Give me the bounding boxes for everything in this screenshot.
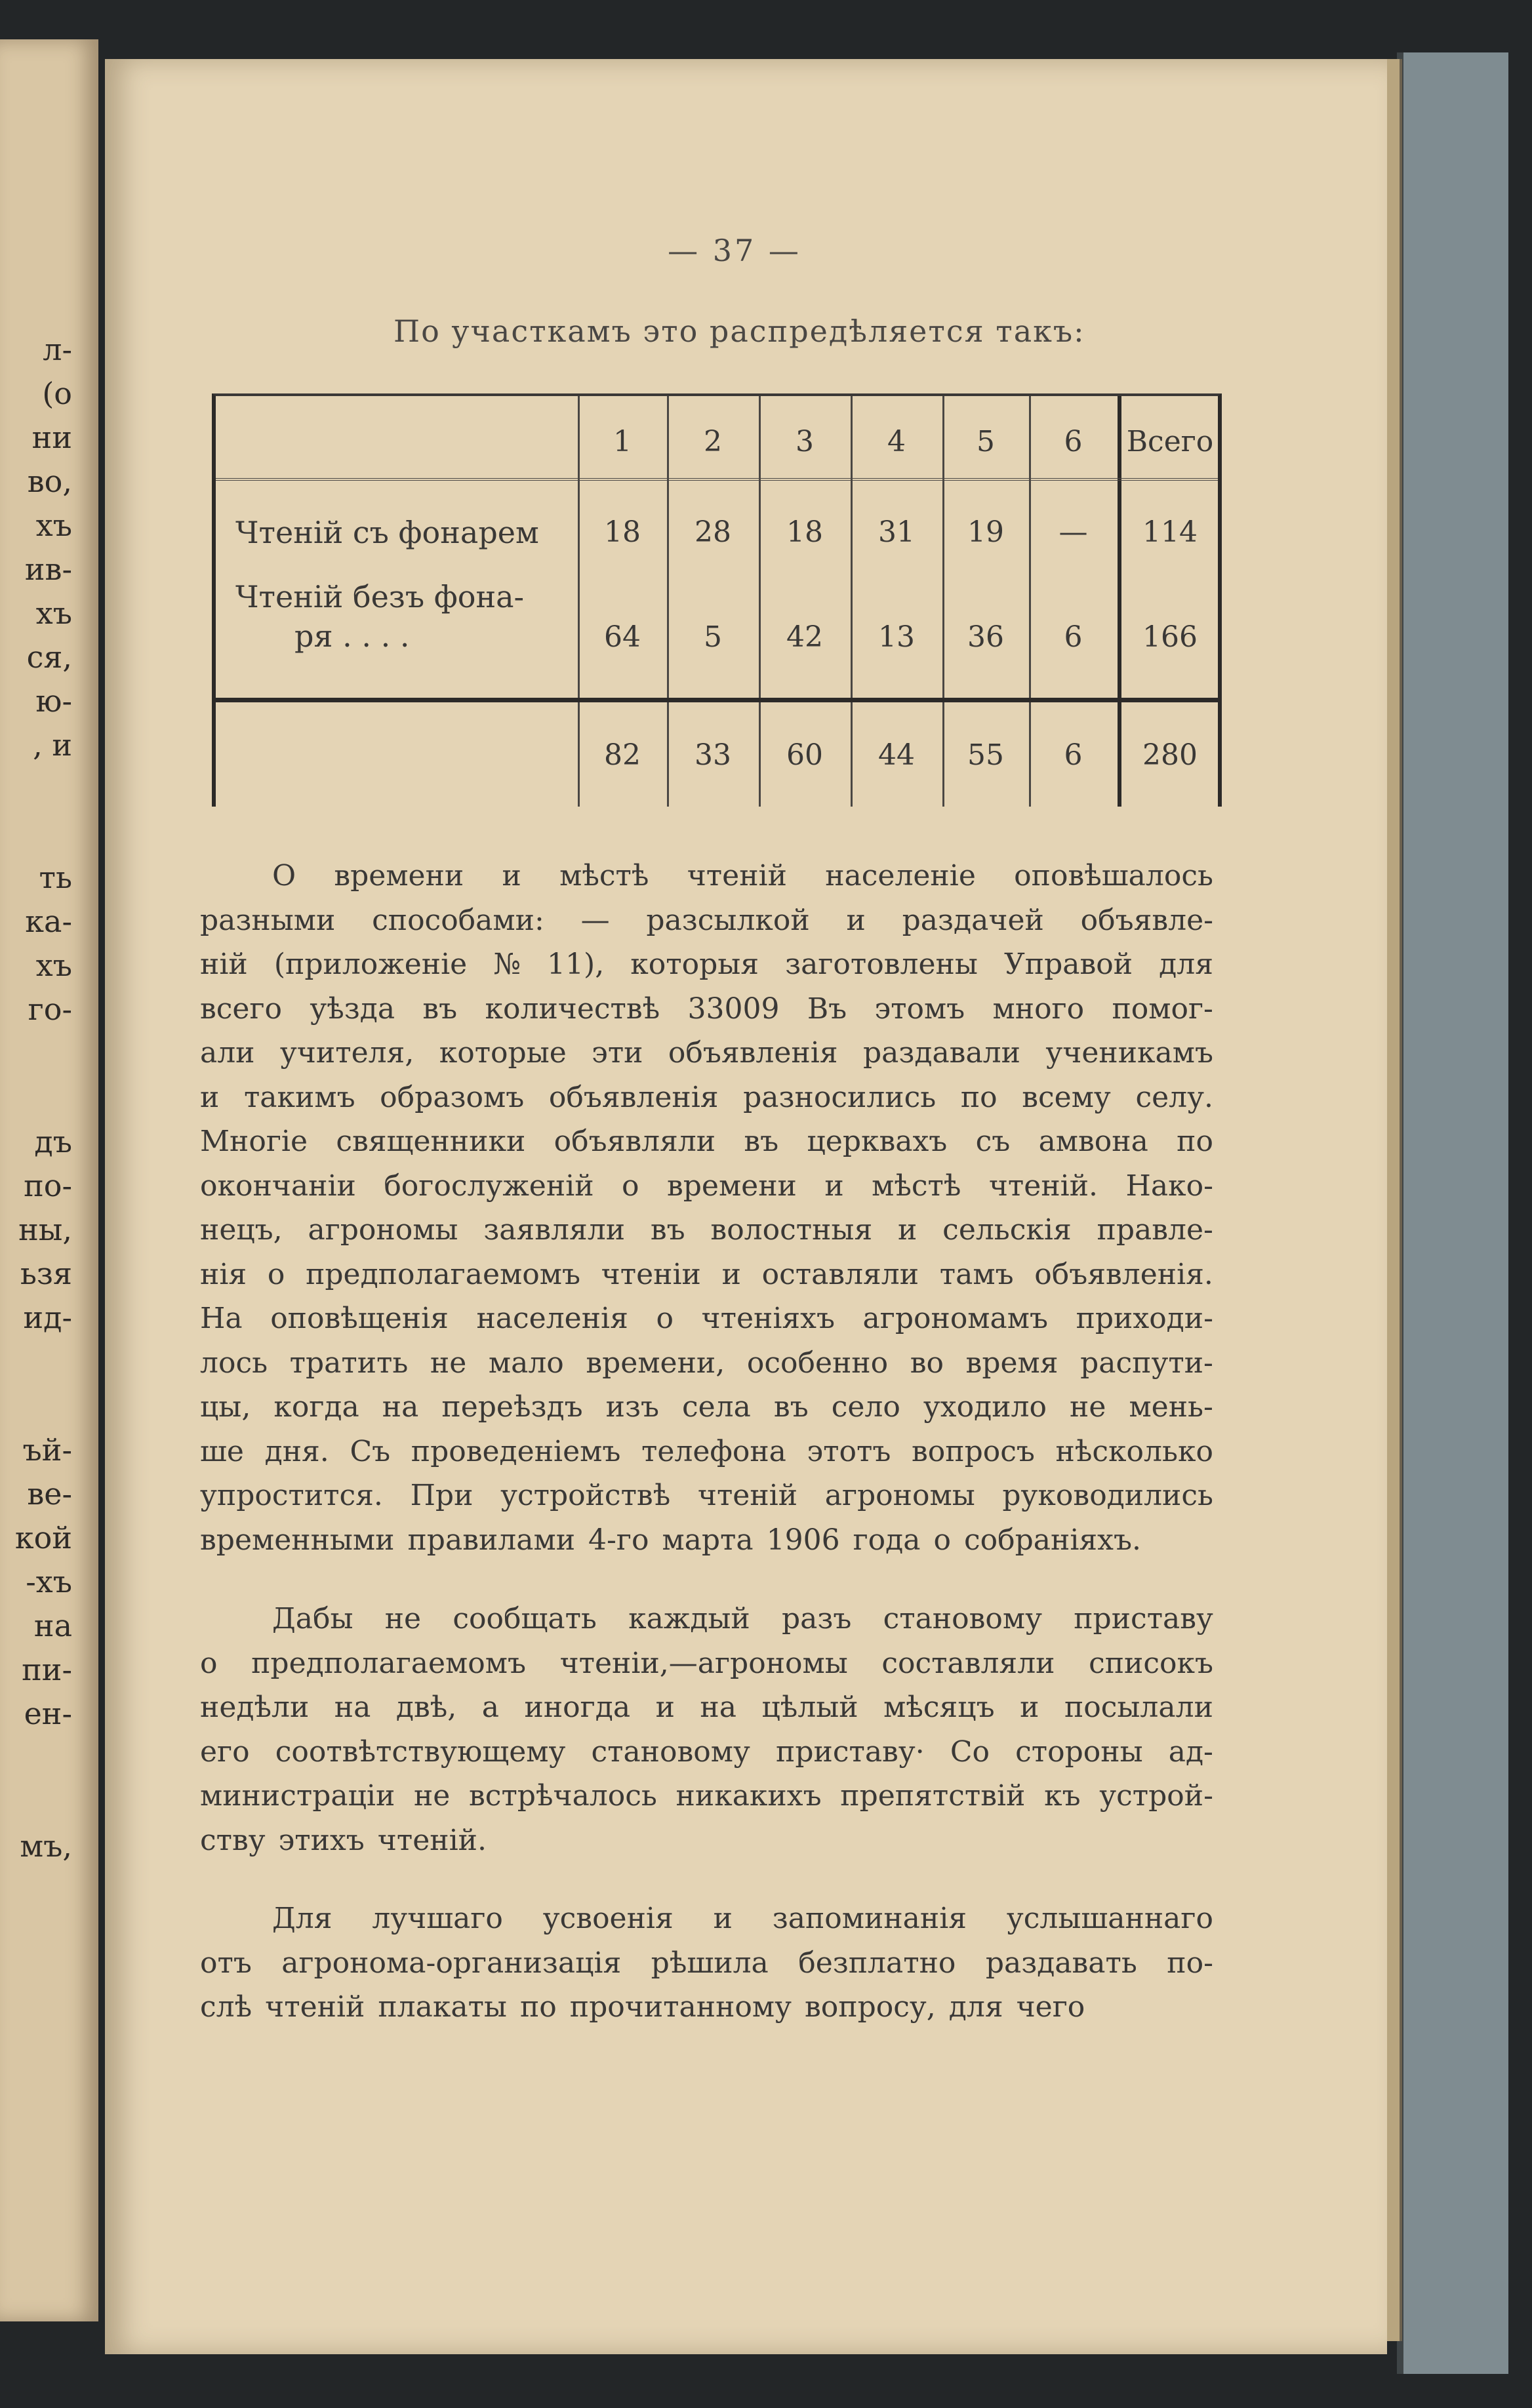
text-line: и такимъ образомъ объявленія разносились по всему селу. (200, 1080, 1213, 1114)
left-page-fragment: ен- (24, 1696, 72, 1731)
text-line: О времени и мѣстѣ чтеній населеніе оповѣшалось (272, 859, 1213, 893)
text-line: ству этихъ чтеній. (200, 1823, 487, 1857)
paragraph-notification (200, 854, 1213, 1562)
left-page-fragment: ъй- (22, 1432, 72, 1468)
table-cell: 36 (967, 620, 1004, 654)
table-cell: — (1058, 515, 1088, 549)
text-line: о предполагаемомъ чтеніи,—агрономы составляли списокъ (200, 1646, 1213, 1680)
left-page-fragment: мъ, (20, 1828, 72, 1864)
book-cover-edge (1397, 52, 1508, 2374)
left-page-fragment: кой (14, 1520, 72, 1555)
paragraph-posters (200, 1896, 1213, 2030)
column-header: Всего (1126, 425, 1214, 458)
left-page-fragment: -хъ (26, 1564, 72, 1599)
text-line: всего уѣзда въ количествѣ 33009 Въ этомъ много помог- (200, 992, 1213, 1026)
column-header: 6 (1064, 425, 1083, 458)
left-page-fragment: го- (28, 992, 72, 1027)
text-line: отъ агронома-организація рѣшила безплатно раздавать по- (200, 1946, 1213, 1980)
text-line: нецъ, агрономы заявляли въ волостныя и сельскія правле- (200, 1213, 1213, 1247)
column-header: 3 (796, 425, 814, 458)
left-page (0, 39, 98, 2321)
table-cell: 6 (1064, 620, 1083, 654)
table-intro: По участкамъ это распредѣляется такъ: (393, 313, 1085, 349)
paragraph-schedule (200, 1597, 1213, 1862)
distribution-table (212, 393, 1222, 807)
table-header-rule (216, 478, 1218, 486)
text-line: его соотвѣтствующему становому приставу· Со стороны ад- (200, 1735, 1213, 1769)
text-line: али учителя, которые эти объявленія раздавали ученикамъ (200, 1036, 1213, 1070)
left-page-fragment: л- (43, 332, 72, 367)
left-page-fragment: ны, (18, 1212, 72, 1247)
left-page-fragment (0, 1032, 72, 1120)
text-line: Многіе священники объявляли въ церквахъ съ амвона по (200, 1125, 1213, 1158)
total-cell: 55 (967, 738, 1004, 772)
total-cell: 82 (604, 738, 641, 772)
table-cell: 28 (695, 515, 731, 549)
left-page-fragment (0, 767, 72, 856)
table-cell: 19 (967, 515, 1004, 549)
total-cell: 280 (1142, 738, 1198, 772)
table-cell: 5 (704, 620, 722, 654)
left-page-fragment: по- (24, 1168, 72, 1203)
table-cell: 166 (1142, 620, 1198, 654)
column-header: 2 (704, 425, 722, 458)
text-line: недѣли на двѣ, а иногда и на цѣлый мѣсяцъ и посылали (200, 1691, 1213, 1724)
left-page-fragment: ьзя (20, 1256, 72, 1291)
total-cell: 44 (878, 738, 915, 772)
text-line: слѣ чтеній плакаты по прочитанному вопросу, для чего (200, 1990, 1085, 2024)
column-header: 4 (887, 425, 906, 458)
left-page-fragment (0, 1340, 72, 1428)
row-label: Чтеній съ фонарем (235, 515, 539, 550)
table-cell: 42 (786, 620, 823, 654)
left-page-fragment: ть (39, 860, 72, 895)
row-label: Чтеній безъ фона- (235, 579, 525, 614)
table-cell: 13 (878, 620, 915, 654)
page-number: — 37 — (668, 233, 801, 268)
left-page-fragment: ни (31, 420, 72, 455)
text-line: Дабы не сообщать каждый разъ становому приставу (272, 1602, 1213, 1635)
left-page-fragment: хъ (35, 948, 72, 983)
text-line: ній (приложеніе № 11), которыя заготовлены Управой для (200, 948, 1213, 981)
left-page-fragment: на (33, 1608, 72, 1643)
text-line: На оповѣщенія населенія о чтеніяхъ агрономамъ приходи- (200, 1302, 1213, 1335)
text-line: окончаніи богослуженій о времени и мѣстѣ чтеній. Нако- (200, 1169, 1213, 1203)
left-page-fragment: дъ (34, 1124, 72, 1159)
table-cell: 18 (786, 515, 823, 549)
text-line: разными способами: — разсылкой и раздачей объявле- (200, 903, 1213, 937)
total-cell: 33 (695, 738, 731, 772)
text-line: цы, когда на переѣздъ изъ села въ село уходило не мень- (200, 1390, 1213, 1424)
table-cell: 31 (878, 515, 915, 549)
column-header: 5 (977, 425, 995, 458)
table-total-rule (216, 698, 1218, 702)
text-line: нія о предполагаемомъ чтеніи и оставляли тамъ объявленія. (200, 1257, 1213, 1291)
total-cell: 60 (786, 738, 823, 772)
left-page-fragment: хъ (35, 595, 72, 631)
text-line: министраціи не встрѣчалось никакихъ препятствій къ устрой- (200, 1779, 1213, 1813)
text-line: лось тратить не мало времени, особенно во время распути- (200, 1346, 1213, 1380)
text-line: Для лучшаго усвоенія и запоминанія услышаннаго (272, 1902, 1213, 1935)
table-cell: 18 (604, 515, 641, 549)
left-page-fragment (0, 1736, 72, 1824)
table-cell: 114 (1142, 515, 1198, 549)
left-page-fragment: (о (42, 376, 72, 411)
left-page-fragment: хъ (35, 508, 72, 543)
left-page-fragment: , и (33, 727, 72, 763)
left-page-fragment: ка- (25, 904, 72, 939)
left-page-fragment: ид- (23, 1300, 72, 1335)
left-page-fragment: ся, (26, 639, 72, 675)
left-page-fragment: во, (27, 464, 72, 499)
text-line: временными правилами 4-го марта 1906 года о собраніяхъ. (200, 1523, 1141, 1557)
text-line: упростится. При устройствѣ чтеній агрономы руководились (200, 1479, 1213, 1512)
left-page-fragment: ив- (24, 552, 72, 587)
left-page-fragment: ю- (35, 683, 72, 719)
left-page-fragment: ве- (27, 1476, 72, 1512)
left-page-fragment: пи- (22, 1652, 72, 1687)
total-cell: 6 (1064, 738, 1083, 772)
table-cell: 64 (604, 620, 641, 654)
column-header: 1 (613, 425, 632, 458)
left-page-text-fragments (0, 328, 72, 1868)
text-line: ше дня. Съ проведеніемъ телефона этотъ вопросъ нѣсколько (200, 1434, 1213, 1468)
row-label: ря . . . . (294, 618, 410, 654)
